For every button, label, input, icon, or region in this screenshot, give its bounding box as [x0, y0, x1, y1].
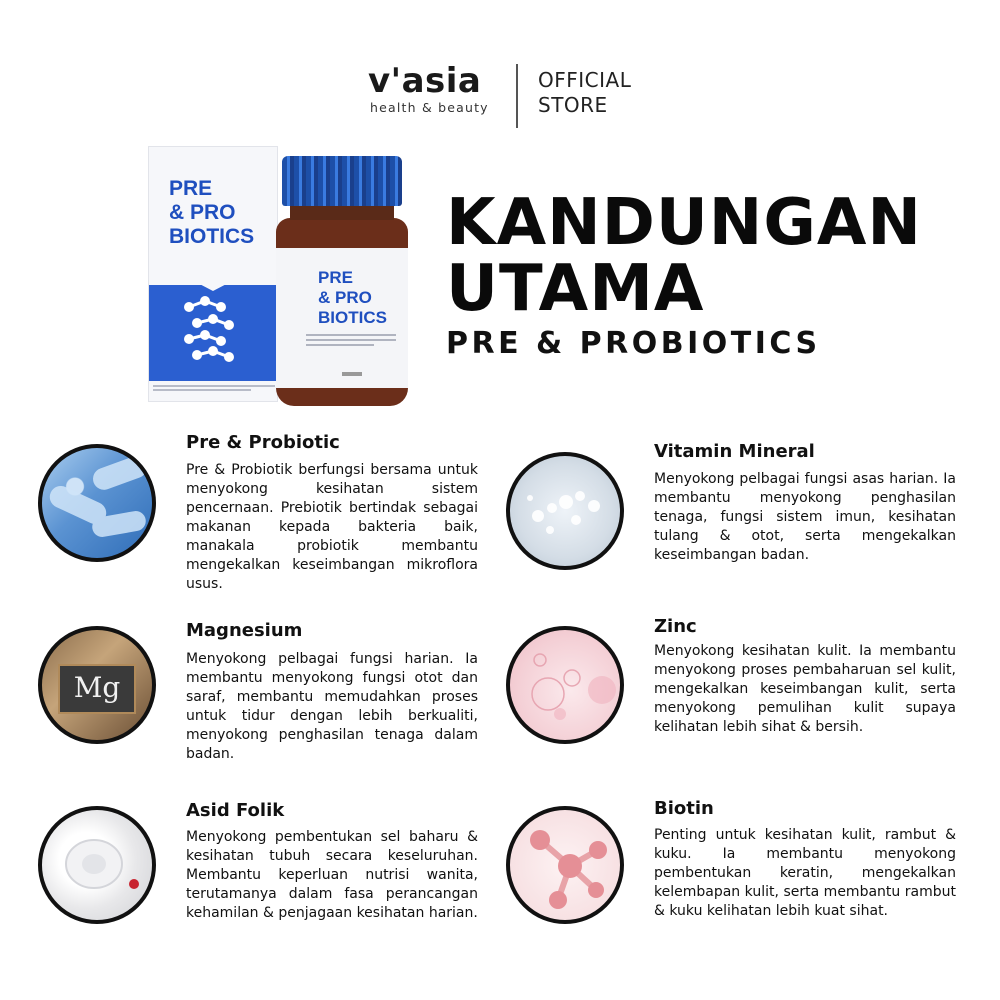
bacteria-shapes — [42, 448, 152, 558]
page-subtitle: PRE & PROBIOTICS — [446, 326, 821, 361]
brand-header — [368, 62, 668, 132]
jar-title-line-1: PRE — [318, 268, 353, 287]
jar-fine-print — [306, 334, 396, 349]
product-jar — [274, 156, 410, 406]
ingredient-title: Asid Folik — [186, 800, 285, 821]
jar-title-line-2: & PRO — [318, 288, 372, 307]
ingredient-description: Penting untuk kesihatan kulit, rambut & kuku. Ia membantu menyokong pembentukan keratin, mengekalkan kelembapan kulit, serta membantu rambut & kuku kelihatan lebih kuat sihat. — [654, 827, 956, 919]
ingredient-title: Vitamin Mineral — [654, 441, 815, 462]
store-line-1: OFFICIAL — [538, 68, 632, 92]
title-line-1: KANDUNGAN — [446, 186, 922, 260]
vitamin-bubble-shapes — [510, 456, 620, 566]
ingredient-description: Menyokong pembentukan sel baharu & kesihatan tubuh secara keseluruhan. Membantu keperluan nutrisi wanita, terutamanya dalam fasa perancangan kehamilan & penjagaan kesihatan harian. — [186, 829, 478, 921]
molecule-icon — [506, 806, 624, 924]
page-title — [446, 186, 922, 326]
bacteria-icon — [38, 444, 156, 562]
molecule-shapes — [510, 810, 620, 920]
jar-label-title — [318, 268, 387, 328]
brand-divider — [516, 64, 518, 128]
ingredient-title: Pre & Probiotic — [186, 432, 340, 453]
mg-chalkboard — [58, 664, 136, 714]
brand-tagline: health & beauty — [370, 100, 489, 115]
folic-cell-shapes — [42, 810, 152, 920]
zinc-bubbles-icon — [506, 626, 624, 744]
product-image — [148, 146, 418, 408]
jar-cap — [282, 156, 402, 206]
folic-cell-icon — [38, 806, 156, 924]
box-title-line-2: & PRO — [169, 201, 236, 224]
title-line-2: UTAMA — [446, 252, 705, 326]
jar-logo — [342, 372, 362, 376]
box-title — [169, 177, 254, 249]
ingredient-title: Zinc — [654, 616, 697, 637]
brand-logo: v'asia — [368, 61, 482, 101]
box-fine-print — [153, 385, 275, 395]
box-title-line-3: BIOTICS — [169, 225, 255, 248]
ingredient-title: Biotin — [654, 798, 714, 819]
jar-neck — [290, 204, 394, 220]
mg-sign-text: Mg — [73, 671, 121, 704]
box-title-line-1: PRE — [169, 177, 213, 200]
box-blue-panel — [149, 285, 277, 381]
jar-title-line-3: BIOTICS — [318, 308, 387, 327]
product-box — [148, 146, 278, 402]
official-store-label — [538, 68, 631, 118]
zinc-bubble-shapes — [510, 630, 620, 740]
ingredient-description: Menyokong pelbagai fungsi asas harian. Ia membantu menyokong penghasilan tenaga, fungsi sistem imun, kesihatan tulang & otot, serta mengekalkan keseimbangan badan. — [654, 471, 956, 563]
vitamin-bubbles-icon — [506, 452, 624, 570]
molecule-pattern-icon — [149, 285, 277, 381]
ingredient-description: Pre & Probiotik berfungsi bersama untuk menyokong kesihatan sistem pencernaan. Prebiotik bertindak sebagai makanan kepada bakteria baik, manakala probiotik membantu mengekalkan keseimbangan mikroflora usus. — [186, 462, 478, 592]
jar-label — [276, 248, 408, 388]
ingredient-description: Menyokong pelbagai fungsi harian. Ia membantu menyokong fungsi otot dan saraf, membantu memudahkan proses untuk tidur dengan lebih berkualiti, menyokong penghasilan tenaga dalam badan. — [186, 651, 478, 762]
store-line-2: STORE — [538, 93, 608, 117]
ingredient-title: Magnesium — [186, 620, 303, 641]
mg-sign-icon — [38, 626, 156, 744]
ingredient-description: Menyokong kesihatan kulit. Ia membantu menyokong proses pembaharuan sel kulit, mengekalkan keseimbangan kulit, serta menyokong pemulihan kulit supaya kelihatan lebih sihat & bersih. — [654, 643, 956, 735]
